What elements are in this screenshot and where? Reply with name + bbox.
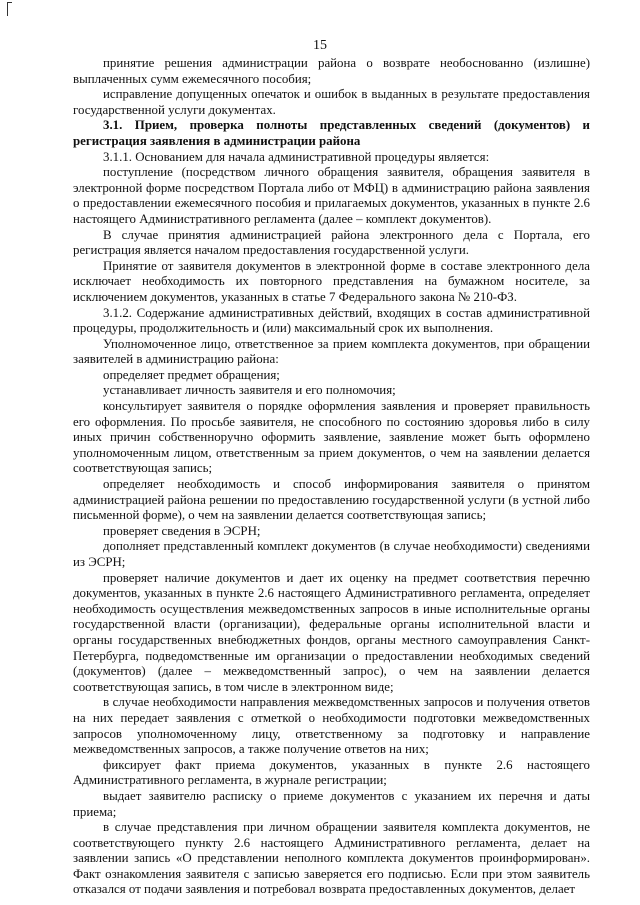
paragraph: Уполномоченное лицо, ответственное за прием комплекта документов, при обращении заявителей в администрацию района:	[73, 336, 590, 367]
paragraph: в случае представления при личном обращении заявителя комплекта документов, не соответствующего пункту 2.6 настоящего Административного регламента, делает на заявлении запись «О представлении неполного комплекта документов проинформирован». Факт ознакомления заявителя с записью заверяется его подписью. Если при этом заявитель отказался от подачи заявления и потребовал возврата предоставленных документов, делает	[73, 820, 590, 897]
corner-mark	[7, 2, 12, 16]
document-body	[73, 56, 590, 898]
paragraph: исправление допущенных опечаток и ошибок в выданных в результате предоставления государственной услуги документах.	[73, 87, 590, 117]
paragraph: в случае необходимости направления межведомственных запросов и получения ответов на них передает заявления с отметкой о необходимости подготовки межведомственных запросов уполномоченному лицу, ответственному за подготовку и направление межведомственных запросов, а также получение ответов на них;	[73, 695, 590, 757]
paragraph: 3.1.1. Основанием для начала административной процедуры является:	[103, 149, 490, 164]
paragraph: Принятие от заявителя документов в электронной форме в составе электронного дела исключает необходимость их повторного представления на бумажном носителе, за исключением документов, указанных в статье 7 Федерального закона № 210-ФЗ.	[73, 258, 590, 304]
paragraph: выдает заявителю расписку о приеме документов с указанием их перечня и даты приема;	[73, 788, 590, 819]
paragraph: принятие решения администрации района о возврате необоснованно (излишне) выплаченных сумм ежемесячного пособия;	[73, 56, 590, 86]
paragraph: устанавливает личность заявителя и его полномочия;	[103, 383, 396, 398]
paragraph: поступление (посредством личного обращения заявителя, обращения заявителя в электронной форме посредством Портала либо от МФЦ) в администрацию района заявления о предоставлении ежемесячного пособия и прилагаемых документов, указанных в пункте 2.6 настоящего Административного регламента (далее – комплект документов).	[73, 165, 590, 226]
paragraph: дополняет представленный комплект документов (в случае необходимости) сведениями из ЭСРН;	[73, 539, 590, 569]
section-heading: 3.1. Прием, проверка полноты представленных сведений (документов) и регистрация заявления в администрации района	[73, 118, 590, 148]
paragraph: определяет предмет обращения;	[103, 367, 280, 382]
paragraph: консультирует заявителя о порядке оформления заявления и проверяет правильность его оформления. По просьбе заявителя, не способного по состоянию здоровья либо в силу иных причин собственноручно оформить заявление, заявление может быть оформлено уполномоченным лицом, ответственным за прием документов, о чем на заявлении делается соответствующая запись;	[73, 399, 590, 476]
paragraph: проверяет наличие документов и дает их оценку на предмет соответствия перечню документов, указанных в пункте 2.6 настоящего Административного регламента, определяет необходимость осуществления межведомственных запросов в иные исполнительные органы государственной власти (организации), федеральные органы исполнительной власти и органы государственных внебюджетных фондов, органы местного самоуправления Санкт-Петербурга, подведомственные им организации о предоставлении необходимых сведений (документов) (далее – межведомственный запрос), о чем на заявлении делается соответствующая запись, в том числе в электронном виде;	[73, 570, 590, 694]
paragraph: проверяет сведения в ЭСРН;	[103, 523, 261, 538]
paragraph: определяет необходимость и способ информирования заявителя о принятом администрацией района решении по предоставлению государственной услуги (в устной либо письменной форме), о чем на заявлении делается соответствующая запись;	[73, 477, 590, 523]
paragraph: 3.1.2. Содержание административных действий, входящих в состав административной процедуры, продолжительность и (или) максимальный срок их выполнения.	[73, 305, 590, 336]
paragraph: фиксирует факт приема документов, указанных в пункте 2.6 настоящего Административного регламента, в журнале регистрации;	[73, 757, 590, 788]
page-number: 15	[313, 38, 327, 53]
paragraph: В случае принятия администрацией района электронного дела с Портала, его регистрация является началом предоставления государственной услуги.	[73, 227, 590, 258]
